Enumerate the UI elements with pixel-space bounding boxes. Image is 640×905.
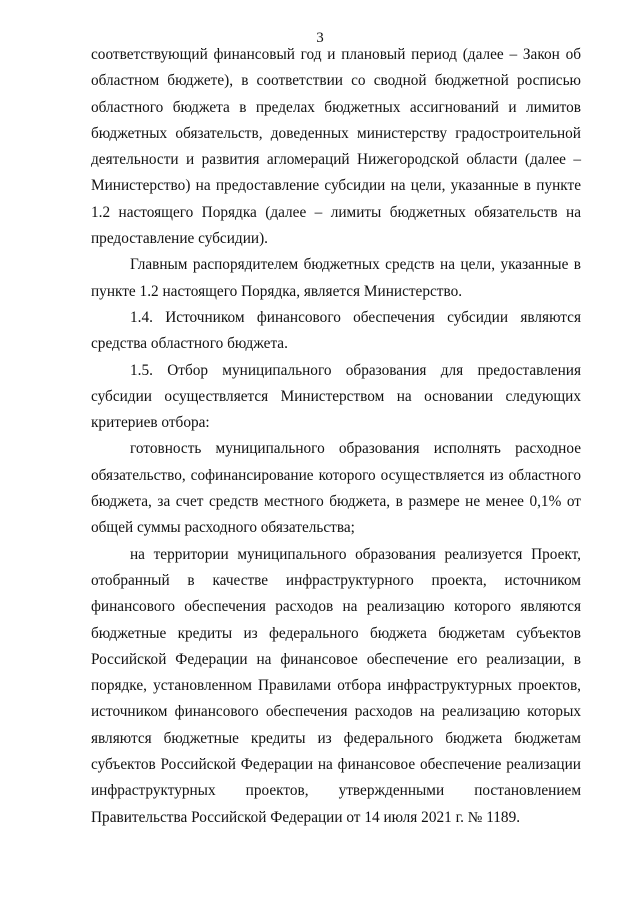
paragraph-criterion-project: на территории муниципального образования реализуется Проект, отобранный в качестве инфраструктурного проекта, источником финансового обеспечения расходов на реализацию которого являются бюджетные кредиты из федерального бюджета бюджетам субъектов Российской Федерации на финансовое обеспечение его реализации, в порядке, установленном Правилами отбора инфраструктурных проектов, источником финансового обеспечения расходов на реализацию которых являются бюджетные кредиты из федерального бюджета бюджетам субъектов Российской Федерации на финансовое обеспечение реализации инфраструктурных проектов, утвержденными постановлением Правительства Российской Федерации от 14 июля 2021 г. № 1189. — [91, 545, 581, 826]
paragraph-main-administrator: Главным распорядителем бюджетных средств на цели, указанные в пункте 1.2 настоящего Порядка, является Министерство. — [91, 256, 581, 300]
paragraph-criterion-readiness: готовность муниципального образования исполнять расходное обязательство, софинансирование которого осуществляется из областного бюджета, за счет средств местного бюджета, в размере не менее 0,1% от общей суммы расходного обязательства; — [91, 440, 581, 537]
paragraph-1-4: 1.4. Источником финансового обеспечения субсидии являются средства областного бюджета. — [91, 308, 581, 353]
document-body — [91, 42, 581, 831]
paragraph-continuation: соответствующий финансовый год и плановый период (далее – Закон об областном бюджете), в соответствии со сводной бюджетной росписью областного бюджета в пределах бюджетных ассигнований и лимитов бюджетных обязательств, доведенных министерству градостроительной деятельности и развития агломераций Нижегородской области (далее – Министерство) на предоставление субсидии на цели, указанные в пункте 1.2 настоящего Порядка (далее – лимиты бюджетных обязательств на предоставление субсидии). — [91, 46, 581, 248]
paragraph-1-5: 1.5. Отбор муниципального образования для предоставления субсидии осуществляется Министерством на основании следующих критериев отбора: — [91, 361, 581, 432]
page-number: 3 — [316, 30, 324, 46]
